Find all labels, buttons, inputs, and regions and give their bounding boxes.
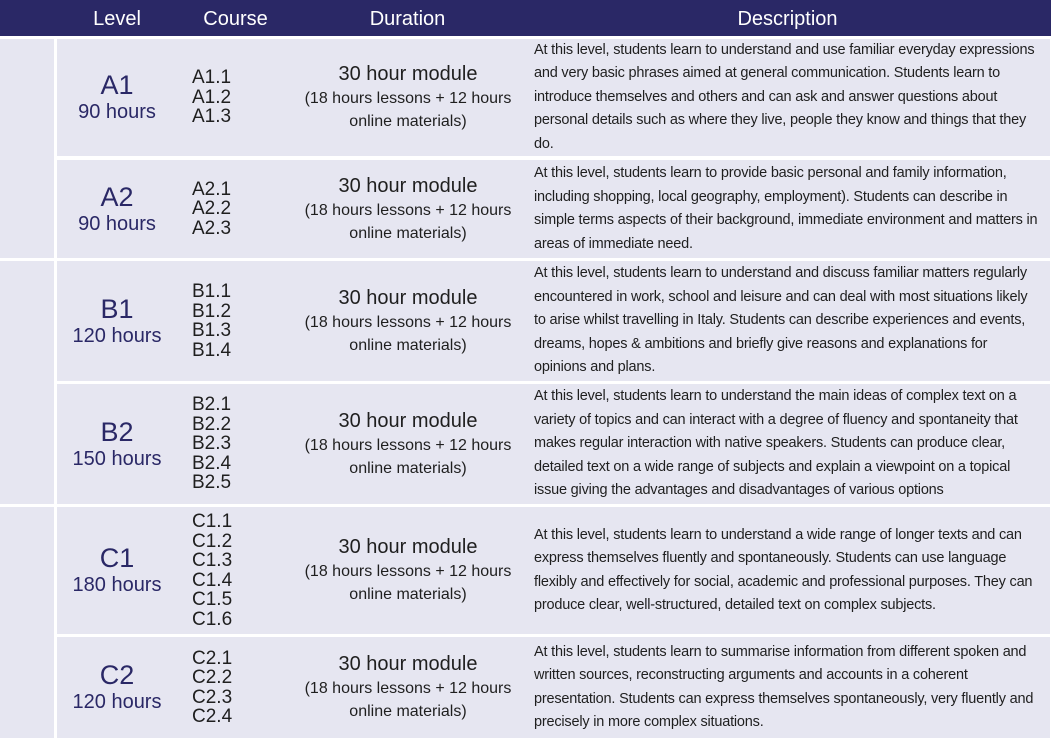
level-name: C2 [99,660,135,690]
course-code: A2.2 [192,198,232,220]
table-header [0,0,1051,36]
duration-sub: online materials) [349,113,467,130]
duration-main: 30 hour module [338,63,478,85]
level-cell [57,39,177,156]
course-code: A1.2 [192,86,232,108]
duration-sub: online materials) [349,586,467,603]
description-text: At this level, students learn to understand the main ideas of complex text on a variety of topics and can interact with a degree of fluency and spontaneity that makes regular interaction with native speakers. Students can produce clear, detailed text on a wide range of subjects and explain a viewpoint on a topical issue giving the advantages and disadvantages of various options [534,388,1018,499]
level-name: A2 [100,181,134,212]
course-code: B2.4 [192,452,232,474]
duration-sub: (18 hours lessons + 12 hours [304,90,512,107]
duration-main: 30 hour module [338,653,478,675]
level-name: B1 [100,293,134,324]
level-cell [57,637,177,738]
level-cell [57,507,177,634]
level-name: A1 [100,70,134,100]
duration-cell [295,637,521,738]
group-cell-b [0,261,54,504]
description-text: At this level, students learn to understand and use familiar everyday expressions and very basic phrases aimed at general communication. Students learn to introduce themselves and others and can ask and answer questions about personal details such as where they live, people they know and things that they do. [534,41,1035,152]
course-code: C1.4 [192,569,233,591]
description-cell [534,160,1038,258]
duration-cell [295,261,521,381]
table-row [57,384,1050,504]
table-row [57,39,1050,156]
course-code: C1.3 [192,550,233,571]
duration-main: 30 hour module [338,409,478,432]
description-cell [534,39,1038,156]
duration-sub: online materials) [349,459,467,477]
level-name: B2 [100,416,134,447]
level-cell [57,384,177,504]
duration-sub: (18 hours lessons + 12 hours [304,436,512,454]
level-cell [57,261,177,381]
level-name: C1 [99,543,135,573]
header-description: Description [737,8,838,30]
duration-sub: online materials) [349,224,467,242]
duration-cell [295,160,521,258]
duration-sub: online materials) [349,336,467,354]
table-row [57,160,1050,258]
course-code: C1.5 [192,589,233,610]
level-hours: 90 hours [78,101,156,123]
description-text: At this level, students learn to provide basic personal and family information, including shopping, local geography, employment). Students can describe in simple terms aspects of their background, immediate environment and matters in areas of immediate need. [534,165,1038,252]
course-cell [192,384,272,504]
level-hours: 90 hours [78,212,156,235]
duration-sub: (18 hours lessons + 12 hours [304,680,512,697]
duration-sub: (18 hours lessons + 12 hours [304,563,512,580]
header-level: Level [93,8,141,30]
duration-sub: (18 hours lessons + 12 hours [304,201,512,219]
course-cell [192,507,272,634]
level-cell [57,160,177,258]
course-code: B1.2 [192,300,232,322]
course-code: A2.3 [192,217,232,239]
course-code: B2.1 [192,394,232,416]
description-cell [534,261,1038,381]
course-code: B2.5 [192,472,232,494]
group-cell-c [0,507,54,738]
course-cell [192,637,272,738]
level-hours: 120 hours [72,691,162,713]
course-code: B1.3 [192,320,232,341]
table-row [57,261,1050,381]
level-hours: 150 hours [72,447,162,470]
description-cell [534,507,1038,634]
course-code: C2.1 [192,647,233,669]
header-duration: Duration [369,8,446,30]
duration-main: 30 hour module [338,536,478,558]
description-text: At this level, students learn to understand and discuss familiar matters regularly encountered in work, school and leisure and can deal with most situations likely to arise whilst travelling in Italy. Students can describe experiences and events, dreams, hopes & ambitions and briefly give reasons and explanations for opinions and plans. [534,265,1028,376]
duration-main: 30 hour module [338,174,478,197]
course-code: C2.2 [192,667,233,688]
duration-sub: (18 hours lessons + 12 hours [304,313,512,331]
duration-main: 30 hour module [338,286,478,309]
course-code: B1.4 [192,339,232,361]
duration-sub: online materials) [349,703,467,720]
course-code: A2.1 [192,178,232,200]
table-row [57,507,1050,634]
duration-cell [295,39,521,156]
course-code: A1.3 [192,106,232,128]
description-cell [534,637,1038,738]
level-hours: 120 hours [72,324,162,347]
level-hours: 180 hours [72,574,162,596]
course-code: A1.1 [192,67,232,89]
course-cell [192,160,272,258]
course-code: C2.3 [192,686,233,708]
course-code: C1.2 [192,530,233,552]
course-cell [192,261,272,381]
duration-cell [295,384,521,504]
course-code: C2.4 [192,706,233,727]
course-code: B2.2 [192,413,232,435]
duration-cell [295,507,521,634]
description-cell [534,384,1038,504]
course-code: C1.6 [192,608,233,630]
course-code: B1.1 [192,281,232,302]
description-text: At this level, students learn to understand a wide range of longer texts and can express themselves fluently and spontaneously. Students can use language flexibly and effectively for social, academic and professional purposes. They can produce clear, well-structured, detailed text on complex subjects. [534,526,1033,613]
course-cell [192,39,272,156]
table-row [57,637,1050,738]
description-text: At this level, students learn to summarise information from different spoken and written sources, reconstructing arguments and accounts in a coherent presentation. Students can express themselves spontaneously, very fluently and precisely in more complex situations. [534,643,1034,730]
group-cell-a [0,39,54,258]
header-course: Course [203,8,268,30]
course-code: B2.3 [192,433,232,455]
course-code: C1.1 [192,511,233,532]
